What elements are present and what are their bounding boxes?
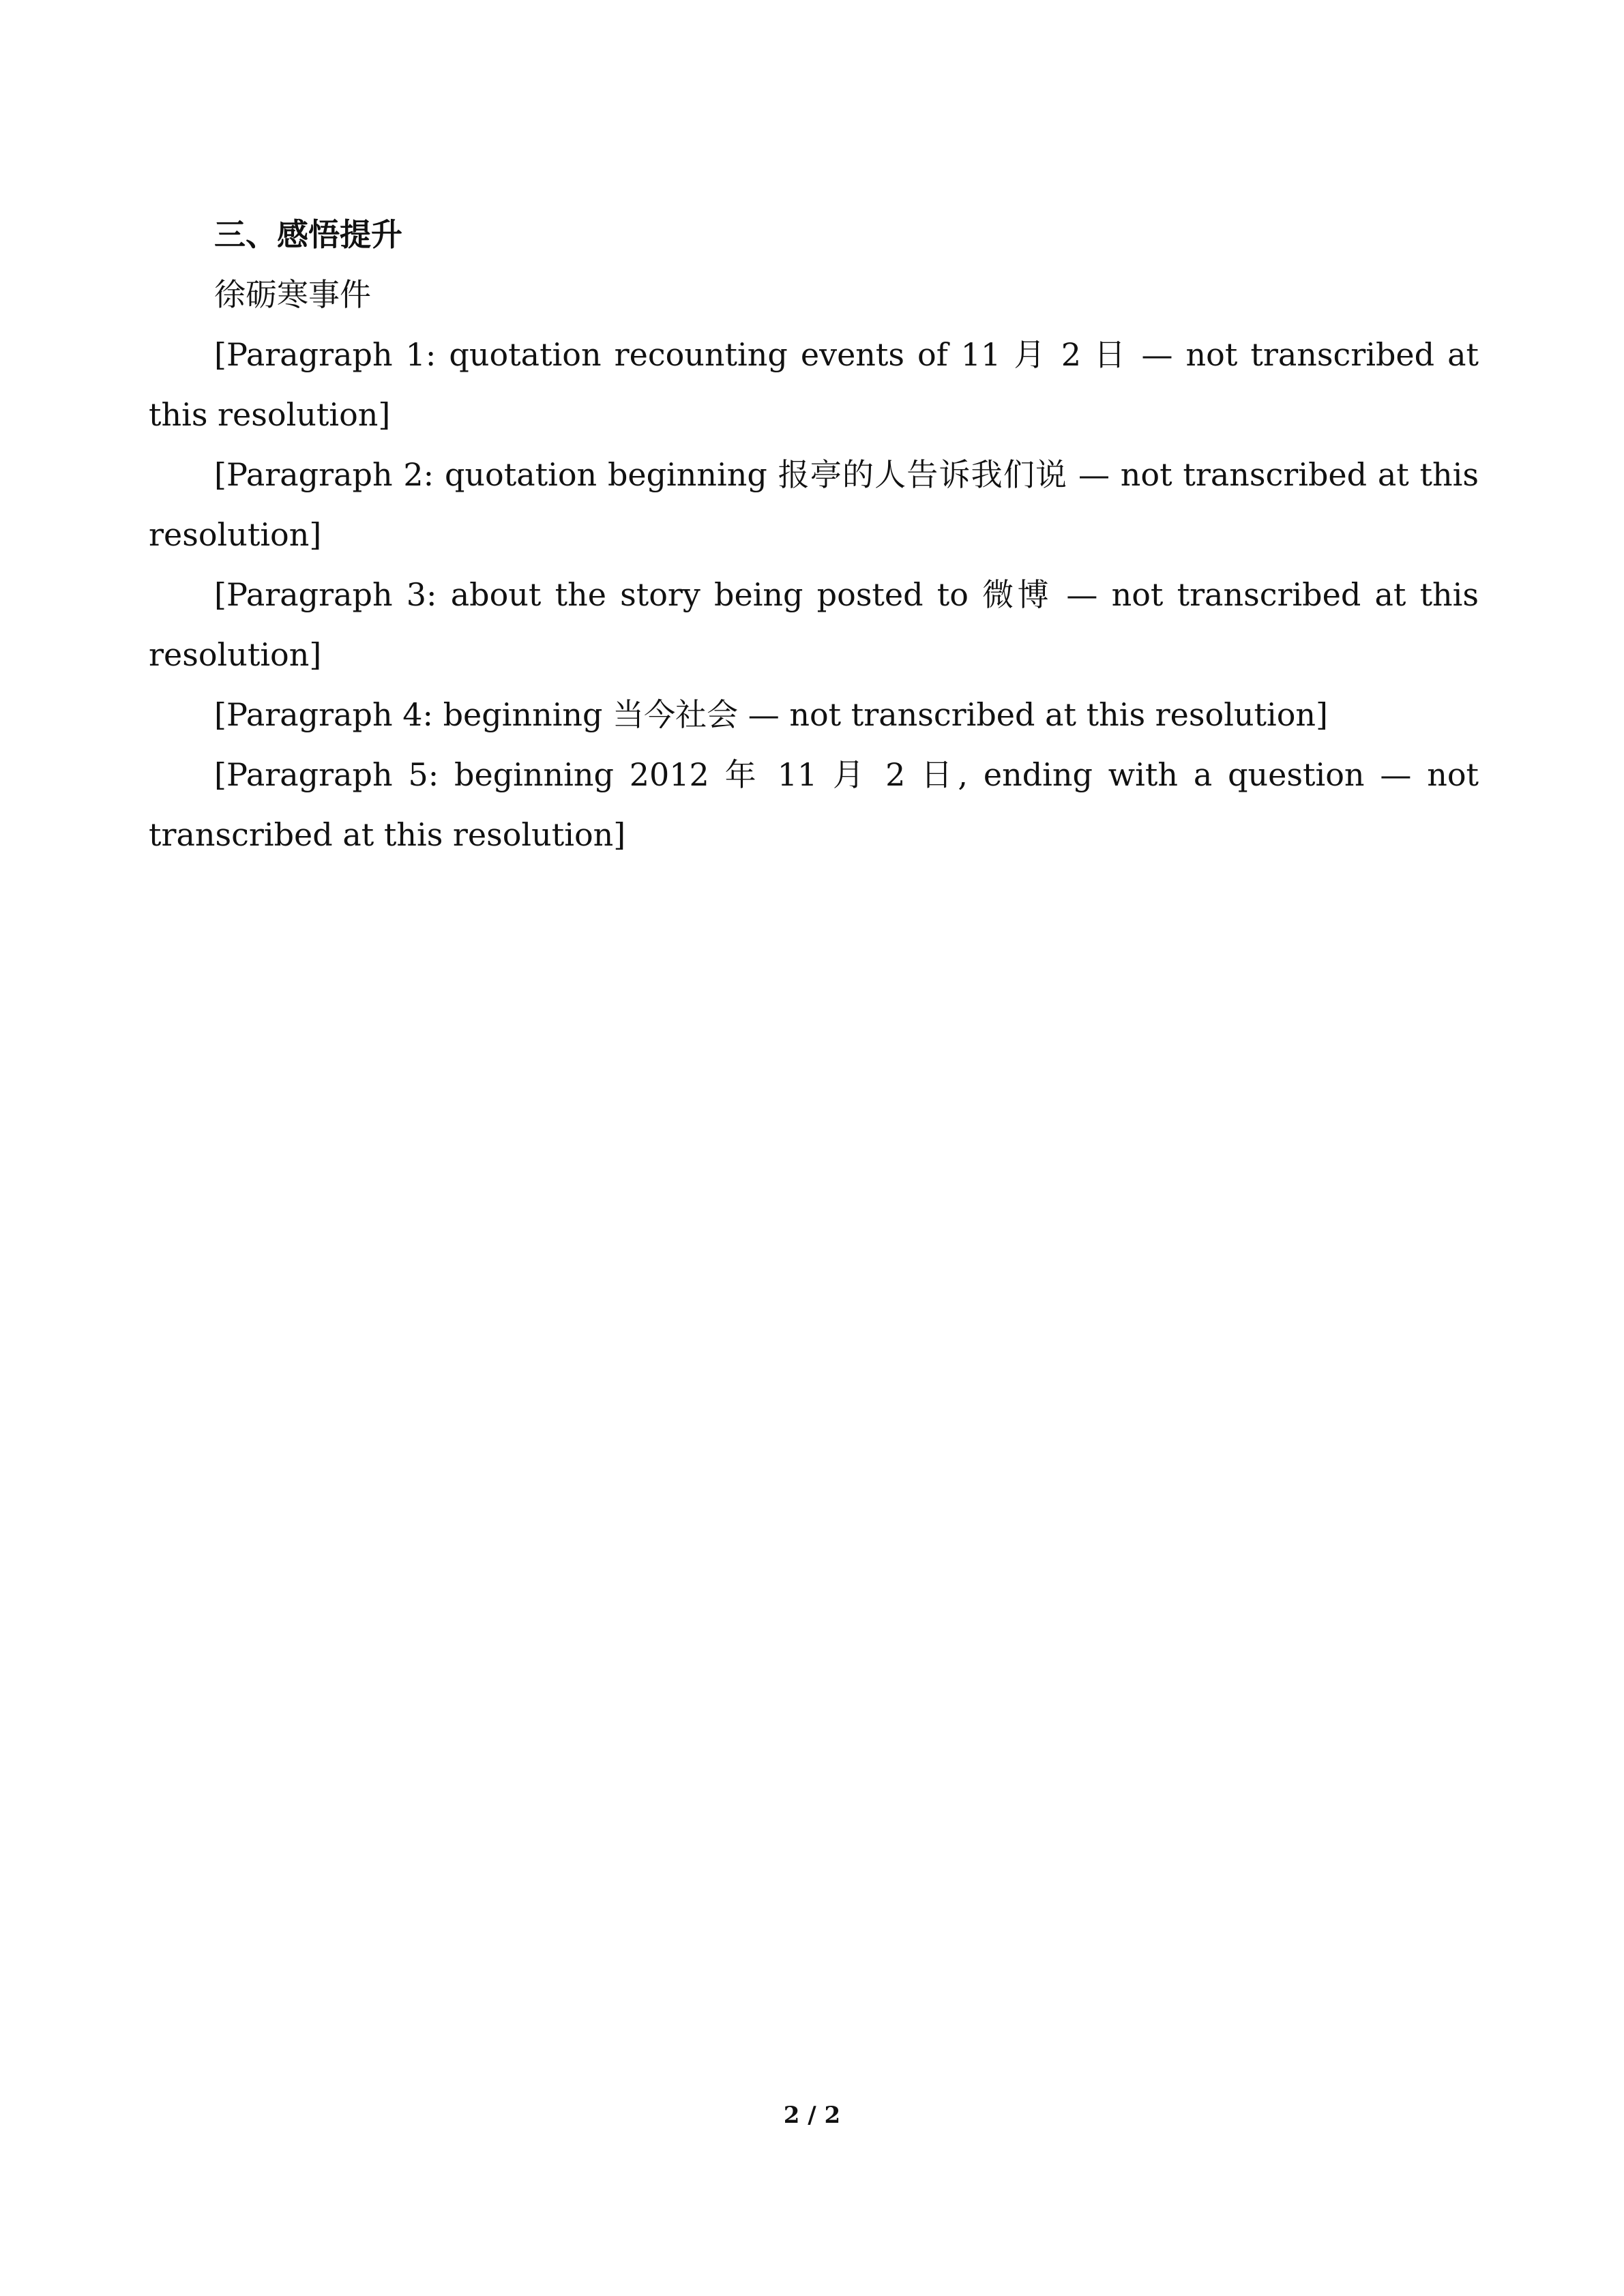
paragraph: [Paragraph 2: quotation beginning 报亭的人告诉我们说 — not transcribed at this resolution]: [149, 456, 1479, 553]
event-title: 徐砺寒事件: [214, 276, 371, 313]
section-heading: 三、感悟提升: [214, 216, 402, 253]
paragraph: [Paragraph 4: beginning 当今社会 — not transcribed at this resolution]: [214, 696, 1328, 733]
paragraph: [Paragraph 1: quotation recounting events of 11 月 2 日 — not transcribed at this resolution]: [149, 336, 1479, 433]
paragraph: [Paragraph 3: about the story being posted to 微博 — not transcribed at this resolution]: [149, 576, 1479, 673]
document-body: [149, 205, 1479, 865]
page-number: 2 / 2: [783, 2102, 841, 2129]
paragraph: [Paragraph 5: beginning 2012 年 11 月 2 日, ending with a question — not transcribed at this resolution]: [149, 756, 1479, 853]
